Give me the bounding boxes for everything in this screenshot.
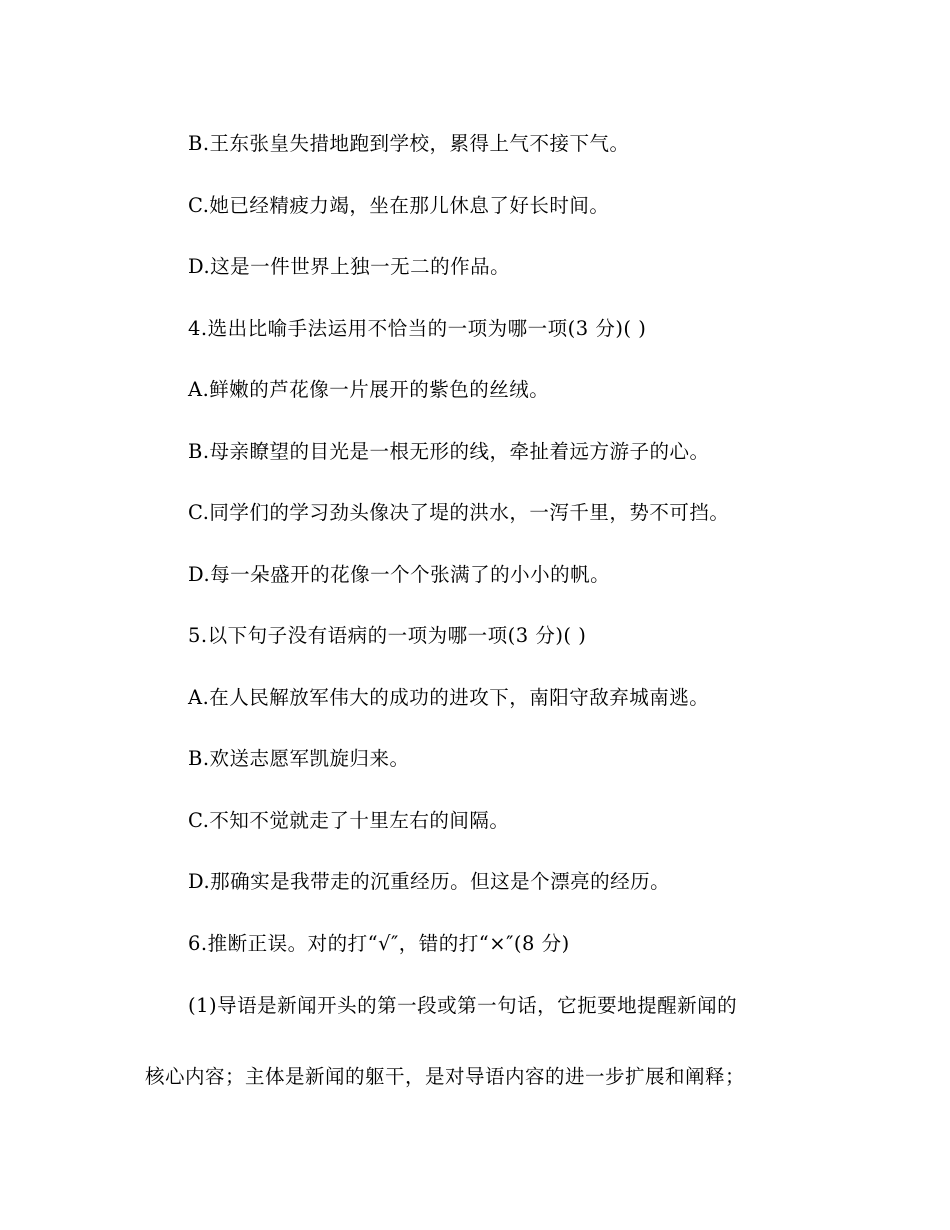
- option-c-line: C.她已经精疲力竭，坐在那儿休息了好长时间。: [188, 194, 610, 217]
- q5-option-d-line: D.那确实是我带走的沉重经历。但这是个漂亮的经历。: [188, 870, 671, 893]
- statement-1-line-1: (1)导语是新闻开头的第一段或第一句话，它扼要地提醒新闻的: [188, 994, 738, 1017]
- q4-option-b-line: B.母亲瞭望的目光是一根无形的线，牵扯着远方游子的心。: [188, 440, 710, 463]
- question-5-line: 5.以下句子没有语病的一项为哪一项(3 分)( ): [188, 624, 587, 647]
- q5-option-b-line: B.欢送志愿军凯旋归来。: [188, 747, 410, 770]
- option-b-line: B.王东张皇失措地跑到学校，累得上气不接下气。: [188, 132, 630, 155]
- option-d-line: D.这是一件世界上独一无二的作品。: [188, 255, 511, 278]
- q5-option-c-line: C.不知不觉就走了十里左右的间隔。: [188, 809, 510, 832]
- question-4-line: 4.选出比喻手法运用不恰当的一项为哪一项(3 分)( ): [188, 317, 647, 340]
- question-6-line: 6.推断正误。对的打“√″，错的打“×″(8 分): [188, 932, 570, 955]
- q4-option-d-line: D.每一朵盛开的花像一个个张满了的小小的帆。: [188, 563, 611, 586]
- q4-option-c-line: C.同学们的学习劲头像决了堤的洪水，一泻千里，势不可挡。: [188, 501, 730, 524]
- q5-option-a-line: A.在人民解放军伟大的成功的进攻下，南阳守敌弃城南逃。: [188, 686, 710, 709]
- statement-1-line-2: 核心内容；主体是新闻的躯干，是对导语内容的进一步扩展和阐释；: [145, 1065, 746, 1088]
- q4-option-a-line: A.鲜嫩的芦花像一片展开的紫色的丝绒。: [188, 378, 550, 401]
